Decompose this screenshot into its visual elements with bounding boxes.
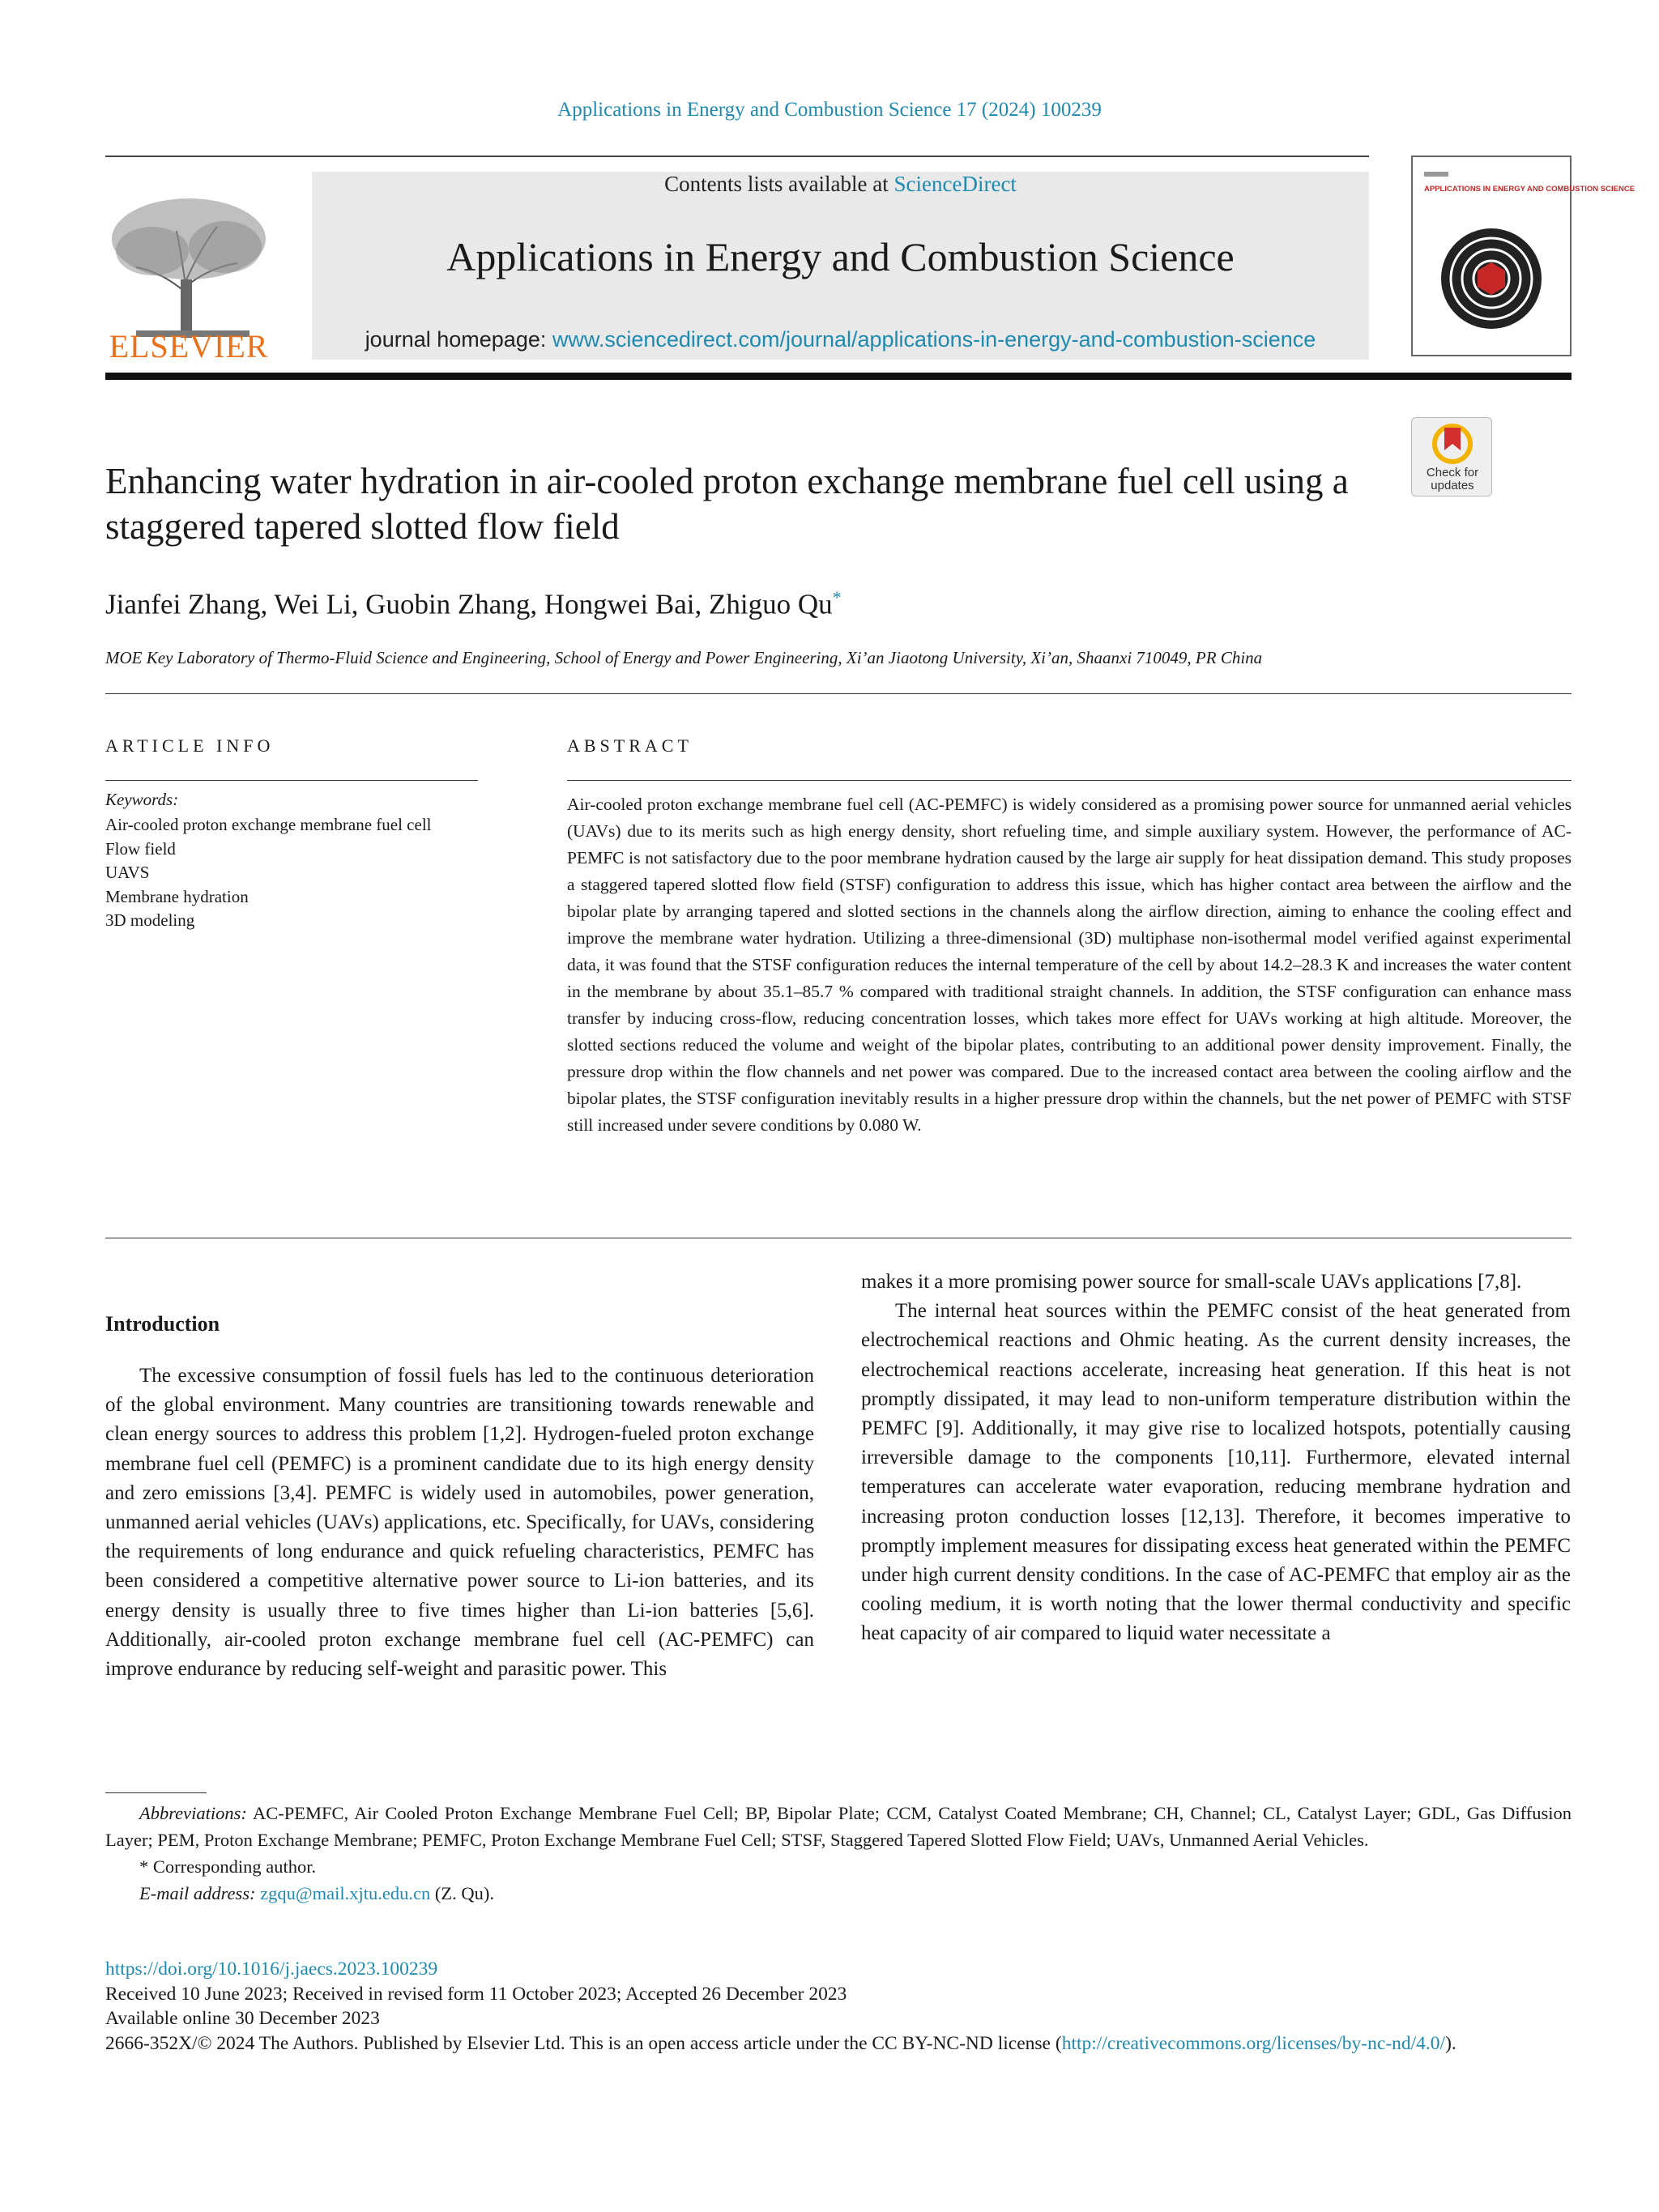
keyword-item: 3D modeling <box>105 910 195 930</box>
license-link[interactable]: http://creativecommons.org/licenses/by-nc-nd/4.0/ <box>1061 2032 1446 2054</box>
available-online: Available online 30 December 2023 <box>105 2008 380 2029</box>
body-paragraph: The internal heat sources within the PEMFC consist of the heat generated from electrochemical reactions and Ohmic heating. As the current density increases, the electrochemical reactions accelerate, increasing heat generation. If this heat is not promptly dissipated, it may lead to non-uniform temperature distribution within the PEMFC [9]. Additionally, it may give rise to localized hotspots, potentially causing irreversible damage to the components [10,11]. Furthermore, elevated internal temperatures can accelerate water evaporation, reducing membrane hydration and increasing proton conduction losses [12,13]. Therefore, it becomes imperative to promptly implement measures for dissipating excess heat generated within the PEMFC under high current density conditions. In the case of AC-PEMFC that employ air as the cooling medium, it is worth noting that the lower thermal conductivity and specific heat capacity of air compared to liquid water necessitate a <box>861 1300 1571 1645</box>
corresponding-author-mark[interactable]: * <box>832 587 842 607</box>
masthead-top-rule <box>105 156 1369 157</box>
abstract-heading: ABSTRACT <box>567 735 693 756</box>
body-column-left <box>105 1312 814 1684</box>
body-column-right <box>861 1268 1571 1649</box>
publisher-name: ELSEVIER <box>109 328 269 364</box>
doi-link[interactable]: https://doi.org/10.1016/j.jaecs.2023.100239 <box>105 1958 438 1980</box>
title-divider <box>105 693 1572 694</box>
crossmark-label: Check for updates <box>1426 466 1479 492</box>
article-info-heading: ARTICLE INFO <box>105 735 275 756</box>
footnotes <box>105 1800 1572 1907</box>
license-end: ). <box>1445 2032 1456 2054</box>
keywords-list <box>105 813 486 933</box>
cover-title-text: APPLICATIONS IN ENERGY AND COMBUSTION SCIENCE <box>1424 185 1636 194</box>
license-line <box>105 2031 1572 2056</box>
article-info-rule <box>105 780 478 781</box>
keyword-item: UAVS <box>105 863 150 882</box>
journal-cover-art <box>1413 157 1636 355</box>
author-list <box>105 587 1482 621</box>
contents-line <box>312 172 1369 197</box>
sciencedirect-link[interactable]: ScienceDirect <box>893 172 1017 196</box>
keyword-item: Air-cooled proton exchange membrane fuel cell <box>105 815 432 834</box>
crossmark-icon <box>1412 418 1493 467</box>
article-history: Received 10 June 2023; Received in revised form 11 October 2023; Accepted 26 December 2023 <box>105 1983 847 2005</box>
abstract-text: Air-cooled proton exchange membrane fuel cell (AC-PEMFC) is widely considered as a promising power source for unmanned aerial vehicles (UAVs) due to its merits such as high energy density, short refueling time, and simple auxiliary system. However, the performance of AC-PEMFC is not satisfactory due to the poor membrane hydration caused by the large air supply for heat dissipation demand. This study proposes a staggered tapered slotted flow field (STSF) configuration to address this issue, which has higher contact area between the airflow and the bipolar plate by arranging tapered and slotted sections in the channels along the airflow direction, aiming to enhance the cooling effect and improve the membrane water hydration. Utilizing a three-dimensional (3D) multiphase non-isothermal model verified against experimental data, it was found that the STSF configuration reduces the internal temperature of the cell by about 14.2–28.3 K and increases the water content in the membrane by about 35.1–85.7 % compared with traditional straight channels. In addition, the STSF configuration can enhance mass transfer by inducing cross-flow, reducing concentration losses, which takes more effect for UAVs working at high altitude. Moreover, the slotted sections reduced the volume and weight of the bipolar plates, contributing to an additional power density improvement. Finally, the pressure drop within the flow channels and net power was compared. Due to the increased contact area between the cooling airflow and the bipolar plates, the STSF configuration inevitably results in a higher pressure drop within the channels, but the net power of PEMFC with STSF still increased under severe conditions by 0.080 W. <box>567 795 1572 1135</box>
corresponding-footnote: * Corresponding author. <box>139 1856 317 1877</box>
keyword-item: Membrane hydration <box>105 886 249 906</box>
publication-info <box>105 1957 1572 2056</box>
license-text: 2666-352X/© 2024 The Authors. Published by Elsevier Ltd. This is an open access article under the CC BY-NC-ND license ( <box>105 2032 1062 2054</box>
homepage-label: journal homepage: <box>365 327 552 352</box>
email-footnote <box>105 1880 1572 1907</box>
article-title: Enhancing water hydration in air-cooled proton exchange membrane fuel cell using a staggered tapered slotted flow field <box>105 461 1349 547</box>
body-paragraph: The excessive consumption of fossil fuels has led to the continuous deterioration of the global environment. Many countries are transitioning towards renewable and clean energy sources to address this problem [1,2]. Hydrogen-fueled proton exchange membrane fuel cell (PEMFC) is a prominent candidate due to its high energy density and zero emissions [3,4]. PEMFC is widely used in automobiles, power generation, unmanned aerial vehicles (UAVs) applications, etc. Specifically, for UAVs, considering the requirements of long endurance and quick refueling characteristics, PEMFC has been considered a competitive alternative power source to Li-ion batteries, and its energy density is usually three to five times higher than Li-ion batteries [5,6]. Additionally, air-cooled proton exchange membrane fuel cell (AC-PEMFC) can improve endurance by reducing self-weight and parasitic power. This <box>105 1365 814 1681</box>
journal-reference[interactable]: Applications in Energy and Combustion Science 17 (2024) 100239 <box>557 99 1102 121</box>
journal-homepage <box>312 327 1369 352</box>
footnote-rule <box>105 1792 207 1793</box>
email-label: E-mail address: <box>139 1883 256 1903</box>
section-heading-introduction: Introduction <box>105 1312 220 1336</box>
journal-cover-thumbnail[interactable] <box>1411 156 1636 356</box>
masthead-bottom-rule <box>105 373 1572 380</box>
abstract-rule <box>567 780 1572 781</box>
contents-prefix: Contents lists available at <box>664 172 894 196</box>
email-link[interactable]: zgqu@mail.xjtu.edu.cn <box>260 1883 431 1903</box>
homepage-link[interactable]: www.sciencedirect.com/journal/applications-in-energy-and-combustion-science <box>552 327 1316 352</box>
abbreviations-text: AC-PEMFC, Air Cooled Proton Exchange Membrane Fuel Cell; BP, Bipolar Plate; CCM, Catalyst Coated Membrane; CH, Channel; CL, Catalyst Layer; GDL, Gas Diffusion Layer; PEM, Proton Exchange Membrane; PEMFC, Proton Exchange Membrane Fuel Cell; STSF, Staggered Tapered Slotted Flow Field; UAVs, Unmanned Aerial Vehicles. <box>105 1803 1572 1850</box>
email-suffix: (Z. Qu). <box>430 1883 494 1903</box>
author-names: Jianfei Zhang, Wei Li, Guobin Zhang, Hongwei Bai, Zhiguo Qu <box>105 588 833 620</box>
journal-title: Applications in Energy and Combustion Science <box>446 234 1235 279</box>
keywords-label: Keywords: <box>105 790 179 809</box>
affiliation: MOE Key Laboratory of Thermo-Fluid Science and Engineering, School of Energy and Power Engineering, Xi’an Jiaotong University, Xi’an, Shaanxi 710049, PR China <box>105 648 1263 667</box>
abbreviations-label: Abbreviations: <box>139 1803 247 1823</box>
body-paragraph: makes it a more promising power source for small-scale UAVs applications [7,8]. <box>861 1271 1522 1293</box>
keyword-item: Flow field <box>105 838 176 859</box>
check-for-updates-badge[interactable] <box>1411 417 1492 497</box>
abbreviations-footnote <box>105 1800 1572 1853</box>
